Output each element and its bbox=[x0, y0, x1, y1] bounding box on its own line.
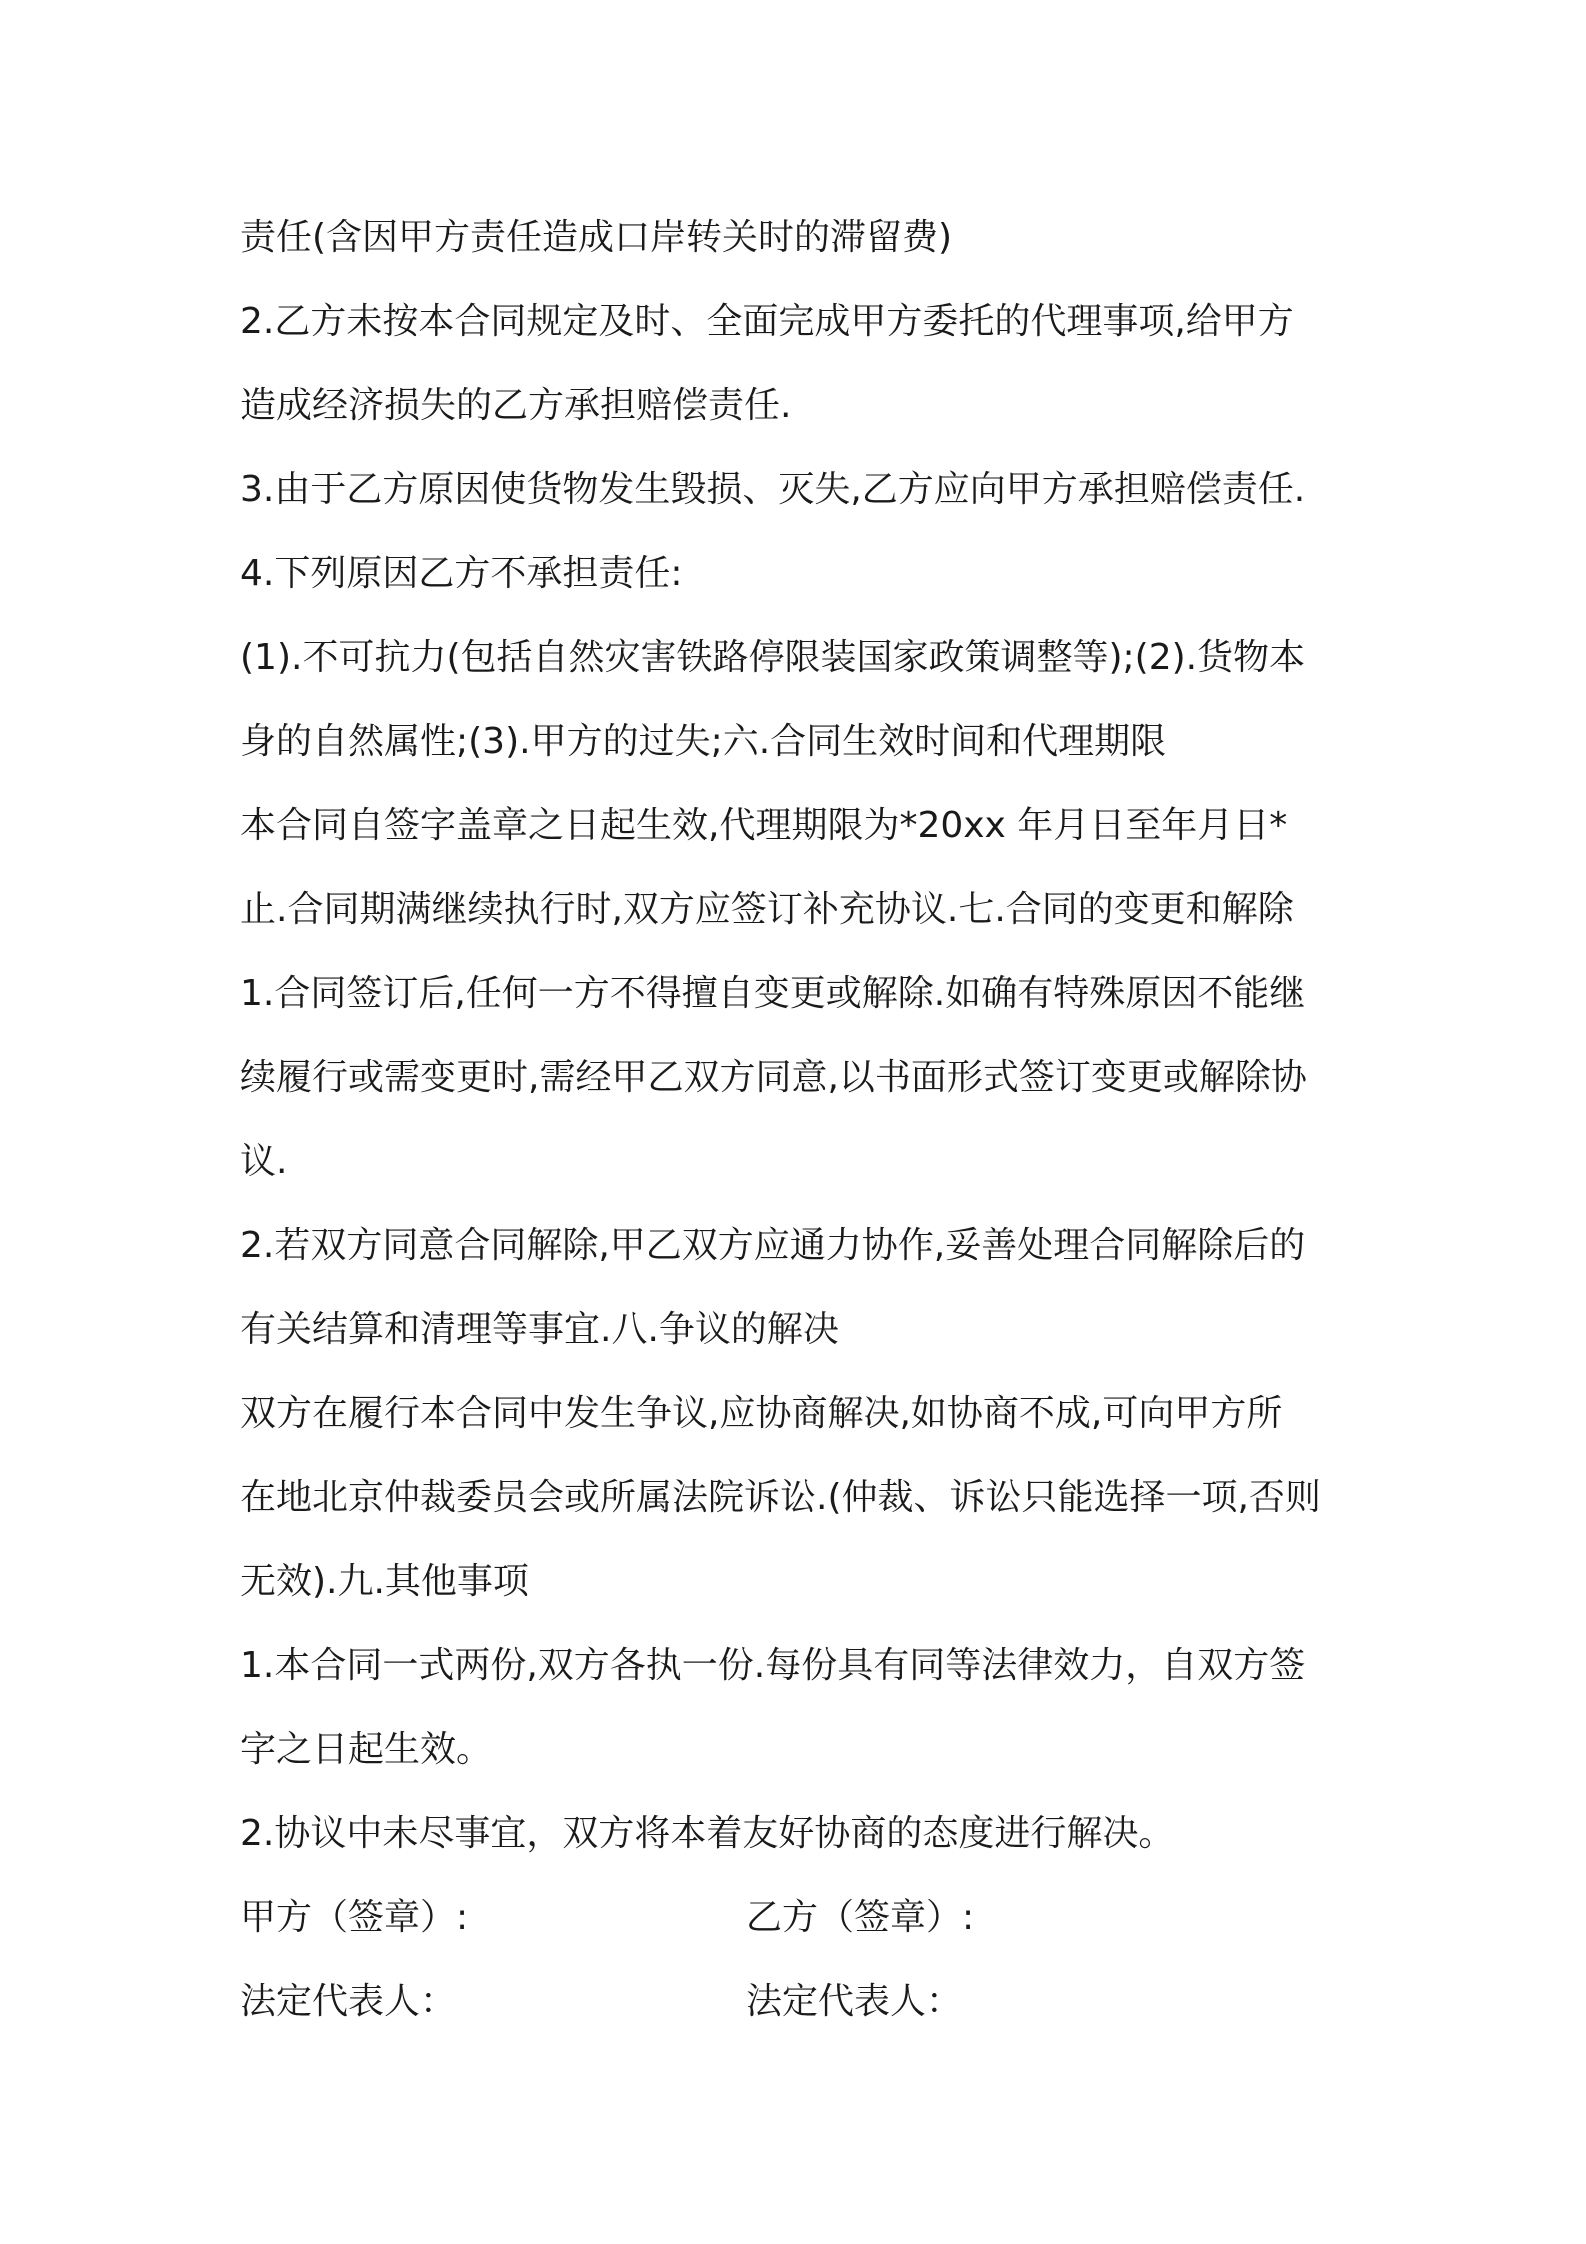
text-line: 本合同自签字盖章之日起生效,代理期限为*20xx 年月日至年月日* bbox=[240, 805, 1288, 846]
text-line: 2.若双方同意合同解除,甲乙双方应通力协作,妥善处理合同解除后的 bbox=[240, 1225, 1306, 1266]
contract-body bbox=[240, 196, 1360, 2044]
text-line: 无效).九.其他事项 bbox=[240, 1561, 529, 1602]
text-line: 止.合同期满继续执行时,双方应签订补充协议.七.合同的变更和解除 bbox=[240, 889, 1294, 930]
text-line: (1).不可抗力(包括自然灾害铁路停限装国家政策调整等);(2).货物本 bbox=[240, 637, 1306, 678]
text-line: 议. bbox=[240, 1141, 288, 1182]
text-line: 造成经济损失的乙方承担赔偿责任. bbox=[240, 385, 792, 426]
party-b-representative-label: 法定代表人： bbox=[746, 1981, 963, 2022]
party-b-seal-label: 乙方（签章）: bbox=[746, 1897, 975, 1938]
text-line: 1.合同签订后,任何一方不得擅自变更或解除.如确有特殊原因不能继 bbox=[240, 973, 1306, 1014]
text-line: 2.乙方未按本合同规定及时、全面完成甲方委托的代理事项,给甲方 bbox=[240, 301, 1294, 342]
text-line: 身的自然属性;(3).甲方的过失;六.合同生效时间和代理期限 bbox=[240, 721, 1167, 762]
text-line: 有关结算和清理等事宜.八.争议的解决 bbox=[240, 1309, 839, 1350]
text-line: 2.协议中未尽事宜，双方将本着友好协商的态度进行解决。 bbox=[240, 1813, 1175, 1854]
text-line: 3.由于乙方原因使货物发生毁损、灭失,乙方应向甲方承担赔偿责任. bbox=[240, 469, 1306, 510]
text-line: 4.下列原因乙方不承担责任: bbox=[240, 553, 683, 594]
text-line: 字之日起生效。 bbox=[240, 1729, 493, 1770]
signature-row-representative bbox=[240, 1960, 1360, 2044]
text-line: 续履行或需变更时,需经甲乙双方同意,以书面形式签订变更或解除协 bbox=[240, 1057, 1307, 1098]
text-line: 责任(含因甲方责任造成口岸转关时的滞留费) bbox=[240, 217, 953, 258]
text-line: 1.本合同一式两份,双方各执一份.每份具有同等法律效力，自双方签 bbox=[240, 1645, 1306, 1686]
party-a-seal-label: 甲方（签章）: bbox=[240, 1897, 469, 1938]
text-line: 在地北京仲裁委员会或所属法院诉讼.(仲裁、诉讼只能选择一项,否则 bbox=[240, 1477, 1321, 1518]
signature-row-seal bbox=[240, 1876, 1360, 1960]
text-line: 双方在履行本合同中发生争议,应协商解决,如协商不成,可向甲方所 bbox=[240, 1393, 1283, 1434]
party-a-representative-label: 法定代表人： bbox=[240, 1981, 457, 2022]
